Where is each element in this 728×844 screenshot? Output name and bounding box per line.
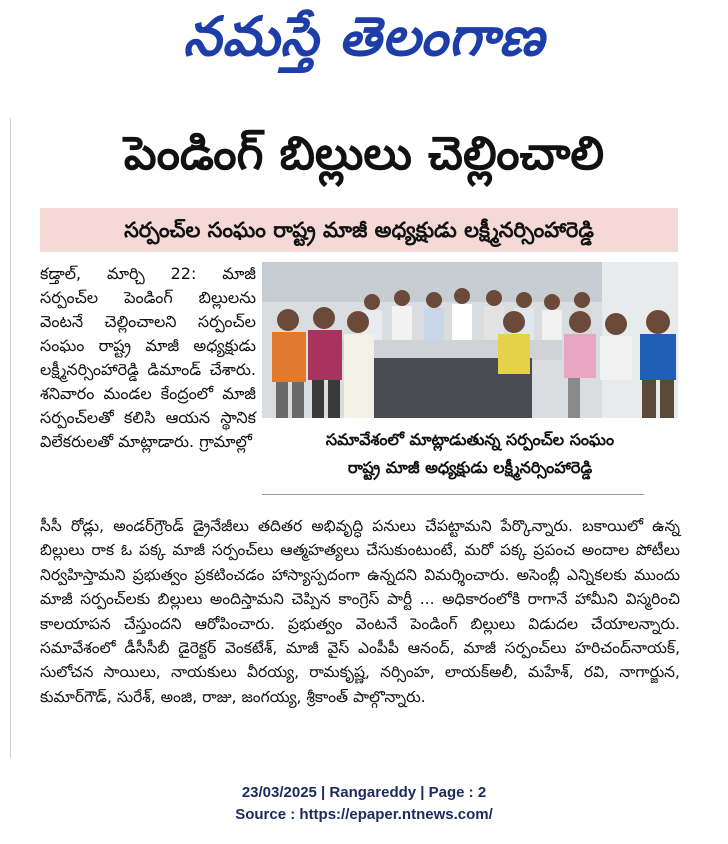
footer-source: Source : https://epaper.ntnews.com/ (235, 806, 493, 823)
article-body-full: సీసీ రోడ్లు, అండర్‌గ్రౌండ్ డ్రైనేజీలు తదితర అభివృద్ధి పనులు చేపట్టామని పేర్కొన్నారు. బకాయిలో ఉన్న బిల్లులు రాక ఓ పక్క మాజీ సర్పంచ్‌లు ఆత్మహత్యలు చేసుకుంటుంటే, మరో పక్క ప్రపంచ అందాల పోటీలు నిర్వహిస్తామని ప్రభుత్వం ప్రకటించడం హాస్యాస్పదంగా ఉన్నదని విమర్శించారు. అసెంబ్లీ ఎన్నికలకు ముందు మాజీ సర్పంచ్‌లకు బిల్లులు అందిస్తామని చెప్పిన కాంగ్రెస్ పార్టీ ... అధికారంలోకి రాగానే హామీని విస్మరించి కాలయాపన చేస్తుందని ఆరోపించారు. ప్రభుత్వం వెంటనే పెండింగ్ బిల్లులు విడుదల చేయాలన్నారు. సమావేశంలో డీసీసీబీ డైరెక్టర్ వెంకటేశ్, మాజీ వైస్ ఎంపీపీ ఆనంద్, మాజీ సర్పంచ్‌లు హరిచంద్‌నాయక్, సులోచన సాయిలు, నాయకులు వీరయ్య, రామకృష్ణ, నర్సింహ, లాయక్‌అలీ, మహేశ్, రవి, నాగార్జున, కుమార్‌గౌడ్, సురేశ్, అంజి, రాజు, జంగయ్య, శ్రీకాంత్ పాల్గొన్నారు. (40, 517, 680, 706)
masthead-title: నమస్తే తెలంగాణ (183, 4, 545, 68)
photo-caption-line-1: సమావేశంలో మాట్లాడుతున్న సర్పంచ్‌ల సంఘం (325, 430, 615, 449)
article-photo (262, 262, 678, 418)
article-subheadline: సర్పంచ్‌ల సంఘం రాష్ట్ర మాజీ అధ్యక్షుడు లక్ష్మీనర్సింహారెడ్డి (40, 208, 678, 252)
column-divider (10, 118, 11, 758)
photo-caption-line-2: రాష్ట్ర మాజీ అధ్యక్షుడు లక్ష్మీనర్సింహారెడ్డి (347, 458, 593, 477)
photo-caption (262, 426, 678, 482)
article-body-column: కడ్తాల్, మార్చి 22: మాజీ సర్పంచ్‌ల పెండింగ్ బిల్లులను వెంటనే చెల్లించాలని సర్పంచ్‌ల సంఘం రాష్ట్ర మాజీ అధ్యక్షుడు లక్ష్మీనర్సింహారెడ్డి డిమాండ్ చేశారు. శనివారం మండల కేంద్రంలో మాజీ సర్పంచ్‌లతో కలిసి ఆయన స్థానిక విలేకరులతో మాట్లాడారు. గ్రామాల్లో (40, 264, 256, 451)
footer-date-edition: 23/03/2025 | Rangareddy | Page : 2 (241, 784, 487, 801)
group-photo-illustration (262, 262, 678, 418)
caption-divider (262, 494, 644, 495)
article-headline: పెండింగ్ బిల్లులు చెల్లించాలి (123, 126, 605, 180)
masthead (0, 0, 728, 80)
